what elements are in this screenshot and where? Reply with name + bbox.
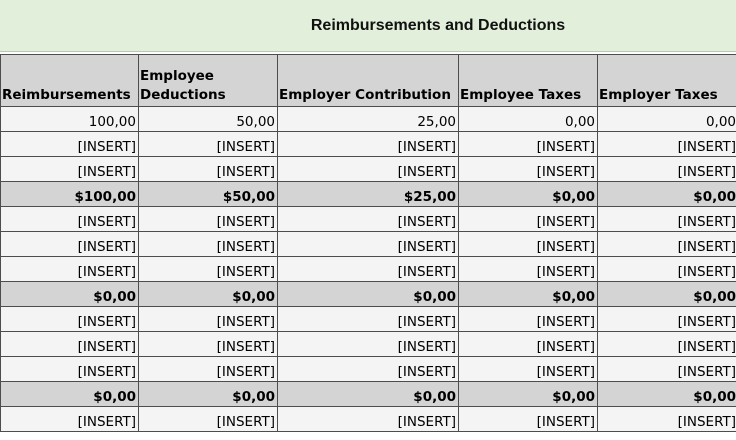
subtotal-cell[interactable]: $0,00: [459, 382, 598, 407]
subtotal-cell[interactable]: $0,00: [139, 382, 278, 407]
sheet-title: Reimbursements and Deductions: [310, 17, 566, 34]
table-cell[interactable]: [INSERT]: [1, 357, 139, 382]
table-cell[interactable]: [INSERT]: [1, 157, 139, 182]
table-cell[interactable]: [INSERT]: [598, 232, 736, 257]
table-cell[interactable]: [INSERT]: [278, 257, 459, 282]
header-employer-taxes[interactable]: Employer Taxes: [598, 55, 736, 107]
table-cell[interactable]: [INSERT]: [139, 307, 278, 332]
table-cell[interactable]: [INSERT]: [278, 332, 459, 357]
table-cell[interactable]: [INSERT]: [1, 307, 139, 332]
table-cell[interactable]: [INSERT]: [139, 207, 278, 232]
subtotal-row: [1, 182, 736, 207]
subtotal-row: [1, 382, 736, 407]
table-cell[interactable]: 25,00: [278, 107, 459, 132]
table-cell[interactable]: [INSERT]: [278, 157, 459, 182]
table-cell[interactable]: [INSERT]: [459, 132, 598, 157]
table-row: [1, 407, 736, 432]
subtotal-row: [1, 282, 736, 307]
subtotal-cell[interactable]: $0,00: [459, 182, 598, 207]
table-cell[interactable]: [INSERT]: [278, 207, 459, 232]
table-cell[interactable]: [INSERT]: [598, 357, 736, 382]
table-row: [1, 257, 736, 282]
table-cell[interactable]: [INSERT]: [459, 307, 598, 332]
table-row: [1, 232, 736, 257]
table-row: [1, 107, 736, 132]
table-cell[interactable]: [INSERT]: [598, 132, 736, 157]
table-cell[interactable]: [INSERT]: [278, 407, 459, 432]
subtotal-cell[interactable]: $50,00: [139, 182, 278, 207]
table-row: [1, 357, 736, 382]
table-cell[interactable]: 50,00: [139, 107, 278, 132]
header-row: [1, 55, 736, 107]
table-cell[interactable]: [INSERT]: [139, 332, 278, 357]
table-cell[interactable]: [INSERT]: [459, 407, 598, 432]
subtotal-cell[interactable]: $0,00: [278, 382, 459, 407]
table-cell[interactable]: [INSERT]: [459, 207, 598, 232]
table-row: [1, 132, 736, 157]
table-cell[interactable]: 0,00: [598, 107, 736, 132]
table-cell[interactable]: [INSERT]: [459, 332, 598, 357]
table-cell[interactable]: [INSERT]: [139, 157, 278, 182]
table-row: [1, 207, 736, 232]
title-banner[interactable]: [0, 0, 736, 52]
table-cell[interactable]: [INSERT]: [1, 132, 139, 157]
table-cell[interactable]: [INSERT]: [1, 332, 139, 357]
table-cell[interactable]: [INSERT]: [459, 157, 598, 182]
subtotal-cell[interactable]: $0,00: [459, 282, 598, 307]
table-cell[interactable]: [INSERT]: [459, 357, 598, 382]
table-cell[interactable]: [INSERT]: [139, 132, 278, 157]
reimbursements-table: [0, 54, 736, 432]
table-cell[interactable]: [INSERT]: [139, 257, 278, 282]
table-cell[interactable]: [INSERT]: [278, 132, 459, 157]
table-cell[interactable]: 100,00: [1, 107, 139, 132]
header-employee-deductions[interactable]: Employee Deductions: [139, 55, 278, 107]
table-cell[interactable]: [INSERT]: [139, 407, 278, 432]
subtotal-cell[interactable]: $0,00: [278, 282, 459, 307]
header-reimbursements[interactable]: Reimbursements: [1, 55, 139, 107]
table-cell[interactable]: 0,00: [459, 107, 598, 132]
table-cell[interactable]: [INSERT]: [598, 332, 736, 357]
table-cell[interactable]: [INSERT]: [598, 307, 736, 332]
table-cell[interactable]: [INSERT]: [278, 232, 459, 257]
table-cell[interactable]: [INSERT]: [278, 357, 459, 382]
table-cell[interactable]: [INSERT]: [1, 207, 139, 232]
subtotal-cell[interactable]: $25,00: [278, 182, 459, 207]
subtotal-cell[interactable]: $0,00: [139, 282, 278, 307]
table-row: [1, 307, 736, 332]
table-cell[interactable]: [INSERT]: [598, 207, 736, 232]
table-cell[interactable]: [INSERT]: [598, 157, 736, 182]
table-row: [1, 332, 736, 357]
table-cell[interactable]: [INSERT]: [598, 407, 736, 432]
subtotal-cell[interactable]: $0,00: [598, 182, 736, 207]
table-row: [1, 157, 736, 182]
table-cell[interactable]: [INSERT]: [1, 257, 139, 282]
table-body: [1, 107, 736, 432]
header-employee-taxes[interactable]: Employee Taxes: [459, 55, 598, 107]
table-cell[interactable]: [INSERT]: [278, 307, 459, 332]
table-cell[interactable]: [INSERT]: [459, 232, 598, 257]
table-cell[interactable]: [INSERT]: [139, 232, 278, 257]
subtotal-cell[interactable]: $0,00: [1, 282, 139, 307]
table-cell[interactable]: [INSERT]: [1, 407, 139, 432]
subtotal-cell[interactable]: $100,00: [1, 182, 139, 207]
subtotal-cell[interactable]: $0,00: [598, 382, 736, 407]
table-cell[interactable]: [INSERT]: [598, 257, 736, 282]
header-employer-contribution[interactable]: Employer Contribution: [278, 55, 459, 107]
table-cell[interactable]: [INSERT]: [139, 357, 278, 382]
table-cell[interactable]: [INSERT]: [459, 257, 598, 282]
subtotal-cell[interactable]: $0,00: [1, 382, 139, 407]
subtotal-cell[interactable]: $0,00: [598, 282, 736, 307]
table-cell[interactable]: [INSERT]: [1, 232, 139, 257]
